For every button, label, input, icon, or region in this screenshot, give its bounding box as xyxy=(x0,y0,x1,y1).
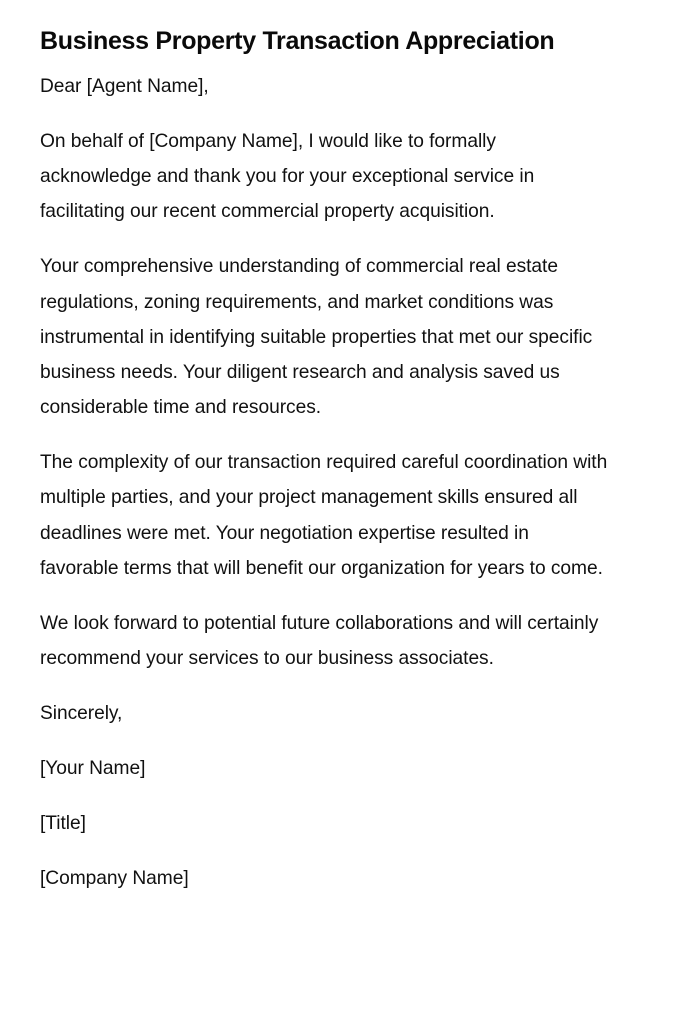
signature-company: [Company Name] xyxy=(40,868,189,890)
body-paragraph-1: On behalf of [Company Name], I would like to formally acknowledge and thank you for your exceptional service in facilitating our recent commercial property acquisition. xyxy=(40,131,535,223)
body-paragraph-4: We look forward to potential future collaborations and will certainly recommend your services to our business associates. xyxy=(40,612,599,670)
letter-title: Business Property Transaction Appreciation xyxy=(40,27,555,55)
body-paragraph-2: Your comprehensive understanding of commercial real estate regulations, zoning requirements, and market conditions was instrumental in identifying suitable properties that met our specific business needs. Your diligent research and analysis saved us considerable time and resources. xyxy=(40,256,593,419)
signature-title: [Title] xyxy=(40,813,86,835)
body-paragraph-3: The complexity of our transaction required careful coordination with multiple parties, and your project management skills ensured all deadlines were met. Your negotiation expertise resulted in favorable terms that will benefit our organization for years to come. xyxy=(40,452,608,579)
salutation: Dear [Agent Name], xyxy=(40,76,209,97)
signature-name: [Your Name] xyxy=(40,758,146,780)
closing: Sincerely, xyxy=(40,703,123,725)
